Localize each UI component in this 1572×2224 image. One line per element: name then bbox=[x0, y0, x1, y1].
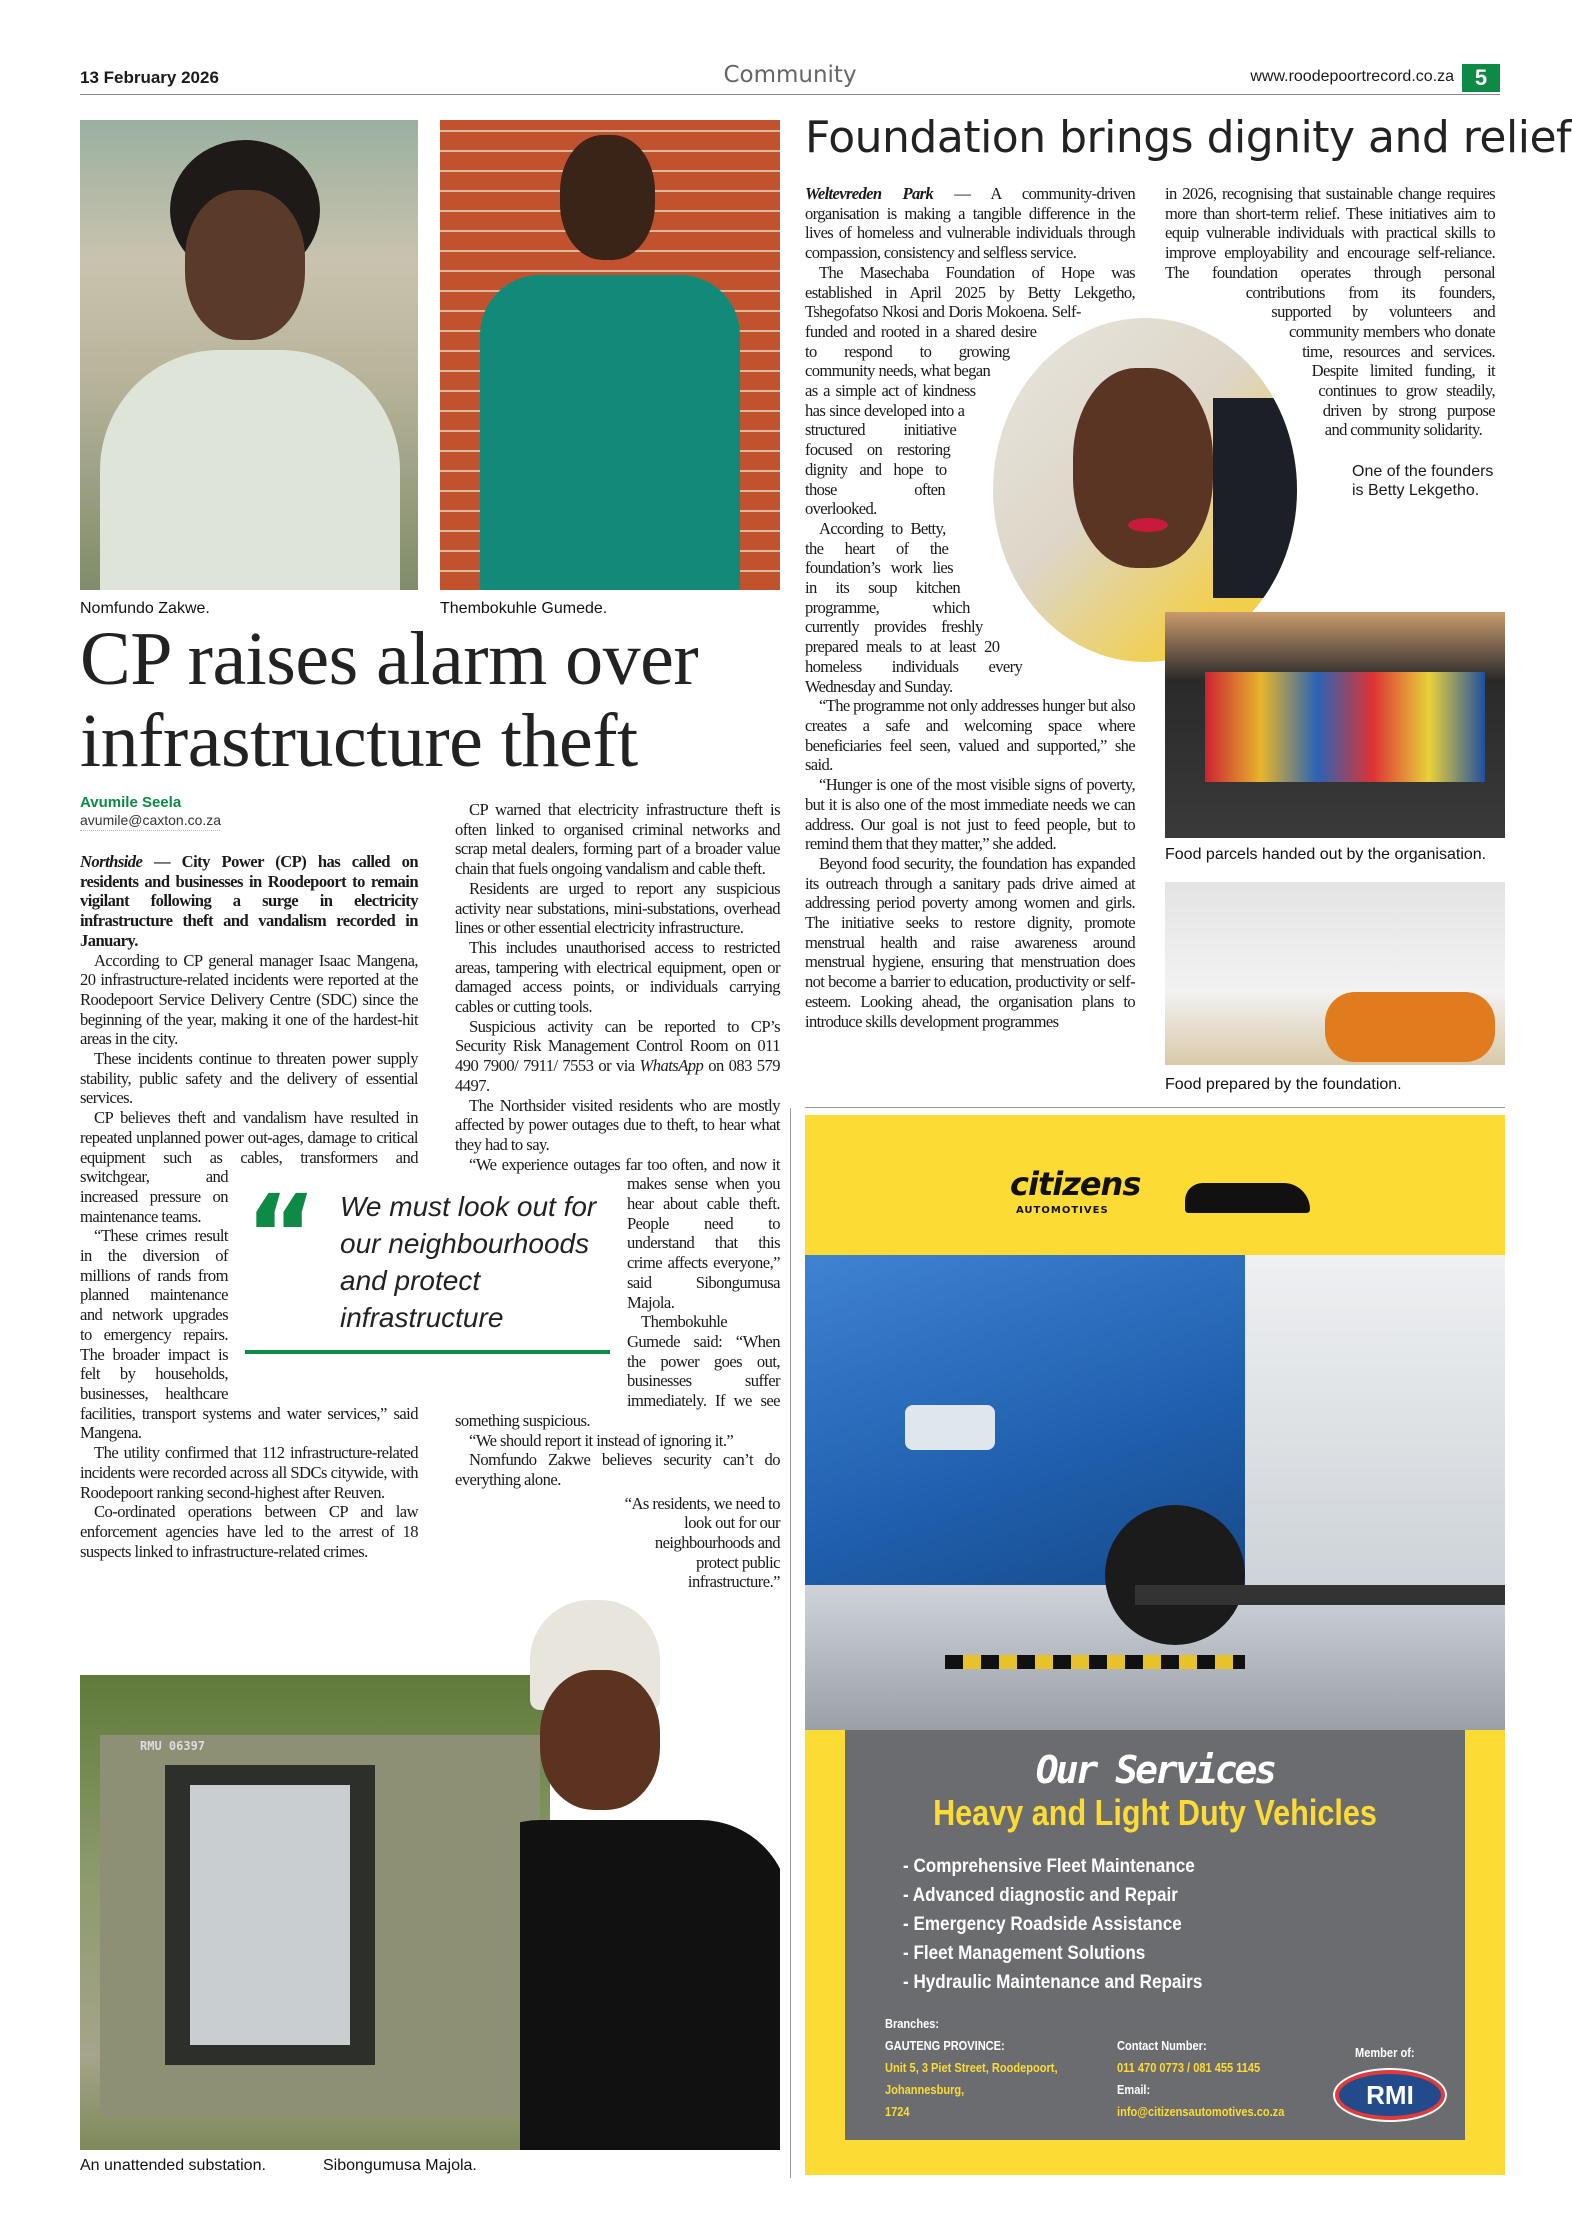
service-item: - Comprehensive Fleet Maintenance bbox=[903, 1856, 1195, 1877]
service-item: - Hydraulic Maintenance and Repairs bbox=[903, 1972, 1203, 1993]
substation-label: RMU 06397 bbox=[140, 1739, 206, 1753]
address-line: 1724 bbox=[885, 2104, 910, 2119]
author-email[interactable]: avumile@caxton.co.za bbox=[80, 812, 222, 828]
brand-subtitle: AUTOMOTIVES bbox=[1016, 1205, 1109, 1216]
paragraph: This includes unauthorised access to restricted areas, tampering with electrical equipment, open or damaged access points, or individuals carrying cables or cutting tools. bbox=[455, 937, 780, 1017]
email-label: Email: bbox=[1117, 2082, 1151, 2097]
brand-logo bbox=[1010, 1155, 1310, 1235]
paragraph: According to CP general manager Isaac Mangena, 20 infrastructure-related incidents were reported at the Roodepoort Service Delivery Centre (SDC) since the beginning of the year, making it one of the hardest-hit areas in the city. bbox=[80, 950, 418, 1049]
service-item: - Advanced diagnostic and Repair bbox=[903, 1885, 1178, 1906]
paragraph: Suspicious activity can be reported to CP’s Security Risk Management Control Room on 011 490 7900/ 7911/ 7553 or via bbox=[455, 1016, 780, 1076]
dateline: Weltevreden Park bbox=[805, 184, 934, 203]
photo-food-parcels bbox=[1165, 612, 1505, 838]
whatsapp-label: WhatsApp bbox=[639, 1056, 704, 1076]
service-item: - Fleet Management Solutions bbox=[903, 1943, 1146, 1964]
paragraph: According to Betty, the heart of the foundation’s work lies in its soup kitchen programme, which currently provides freshly prepared meals to at least 20 homeless individuals every Wednesday and Sunday. bbox=[805, 518, 1023, 696]
article1-col1 bbox=[80, 852, 418, 1561]
paragraph: CP believes theft and vandalism have resulted in repeated unplanned power out- bbox=[80, 1108, 418, 1147]
article1-headline: CP raises alarm over infrastructure theft bbox=[80, 617, 699, 783]
paragraph: Beyond food security, the foundation has expanded its outreach through a sanitary pads drive aimed at addressing period poverty among women and girls. The initiative seeks to restore dignity, promote menstrual health and raise awareness around menstrual hygiene, ensuring that menstruation does not become a barrier to education, productivity or self-esteem. Looking ahead, the organisation plans to introduce skills development programmes bbox=[805, 853, 1135, 1031]
truck-image bbox=[805, 1255, 1505, 1730]
header-rule bbox=[80, 94, 1500, 95]
article1-col2 bbox=[455, 800, 780, 1592]
photo-substation bbox=[80, 1675, 550, 2150]
paragraph: The Northsider visited residents who are bbox=[469, 1095, 732, 1115]
caption-substation: An unattended substation. bbox=[80, 2157, 266, 2174]
province-label: GAUTENG PROVINCE: bbox=[885, 2038, 1005, 2053]
paragraph: These incidents continue to threaten power supply stability, public safety and the delivery of essential services. bbox=[80, 1049, 418, 1108]
author-name: Avumile Seela bbox=[80, 794, 182, 811]
issue-date: 13 February 2026 bbox=[80, 68, 219, 87]
brand-name: citizens bbox=[1010, 1165, 1141, 1203]
paragraph: “These crimes result in the diversion of millions bbox=[80, 1226, 228, 1285]
citizens-automotives-ad[interactable] bbox=[805, 1115, 1505, 2175]
column-divider bbox=[790, 1108, 791, 2178]
paragraph: ages, damage to critical equipment such as cables, transformers and switchgear, and increased pressure on maintenance teams. bbox=[80, 1127, 418, 1226]
page-number: 5 bbox=[1462, 64, 1500, 92]
paragraph: Thembokuhle Gumede said: “When the power goes out, businesses suffer immediately. If we see something suspicious. bbox=[455, 1312, 780, 1430]
website-url[interactable]: www.roodepoortrecord.co.za bbox=[1250, 68, 1454, 85]
quote-mark-icon: “ bbox=[245, 1171, 318, 1299]
contact-phones[interactable]: 011 470 0773 / 081 455 1145 bbox=[1117, 2060, 1261, 2075]
paragraph: Residents are urged to report any suspicious activity near substations, mini-substations, overhead lines or other essential electricity infrastructure. bbox=[455, 878, 780, 938]
photo-sibongumusa-majola bbox=[520, 1600, 780, 2150]
paragraph: of rands from planned maintenance and network upgrades to emergency repairs. The broader impact is felt by households, businesses, healthcare facilities, transport systems and water services,” said Mangena. bbox=[80, 1265, 418, 1443]
service-item: - Emergency Roadside Assistance bbox=[903, 1914, 1182, 1935]
photo-thembokuhle-gumede bbox=[440, 120, 780, 590]
contact-email[interactable]: info@citizensautomotives.co.za bbox=[1117, 2104, 1285, 2119]
paragraph: need to understand that this crime affects everyone,” said Sibongumusa Majola. bbox=[627, 1213, 780, 1312]
photo-food-prepared bbox=[1165, 882, 1505, 1065]
paragraph: The Masechaba Foundation of Hope was established in April 2025 by Betty Lekgetho, Tshegofatso Nkosi and Doris Mokoena. Self-funded and rooted in a shared desire to respond to growing community needs, what began as a simple act of kindness has since developed into a structured initiative focused on restoring dignity and hope to those often overlooked. bbox=[805, 262, 1135, 519]
byline-divider bbox=[80, 830, 220, 833]
photo-nomfundo-zakwe bbox=[80, 120, 418, 590]
services-panel bbox=[845, 1730, 1465, 2140]
paragraph: in 2026, recognising that sustainable change requires more than short-term relief. These initiatives aim to equip vulnerable individuals with practical skills to improve employability and encourage self-reliance. The foundation operates through personal contributions from its founders, supported by volunteers and community members who donate time, resources and services. Despite limited funding, it continues to grow steadily, driven by strong purpose and community solidarity. bbox=[1165, 184, 1495, 440]
pull-quote: We must look out for our neighbourhoods and protect infrastructure bbox=[340, 1191, 597, 1333]
rmi-logo: RMI bbox=[1335, 2070, 1445, 2120]
paragraph: The utility confirmed that 112 infrastructure-related incidents were recorded across all SDCs citywide, with Roodepoort ranking second-highest after Reuven. bbox=[80, 1443, 418, 1502]
caption-food-parcels: Food parcels handed out by the organisation. bbox=[1165, 846, 1487, 863]
paragraph: Co-ordinated operations between CP and law enforcement agencies have led to the arrest of 18 suspects linked to infrastructure-related crimes. bbox=[80, 1502, 418, 1561]
contact-label: Contact Number: bbox=[1117, 2038, 1207, 2053]
caption-thembokuhle: Thembokuhle Gumede. bbox=[440, 600, 608, 617]
article2-col1 bbox=[805, 184, 1135, 1031]
services-subtitle: Heavy and Light Duty Vehicles bbox=[933, 1792, 1377, 1833]
member-label: Member of: bbox=[1355, 2045, 1415, 2060]
paragraph: “We should report it instead of ignoring it.” bbox=[469, 1430, 734, 1450]
paragraph: “Hunger is one of the most visible signs of poverty, but it is also one of the most immediate needs we can address. Our goal is not just to feed people, but to remind them that they matter,” she added. bbox=[805, 775, 1135, 854]
closing-quote: “As residents, we need to look out for our neighbourhoods and protect public infrastructure.” bbox=[624, 1493, 780, 1592]
address-line: Unit 5, 3 Piet Street, Roodepoort, bbox=[885, 2060, 1058, 2075]
lead-paragraph: — City Power (CP) has called on residents and businesses in Roodepoort to remain vigilant following a surge in electricity infrastructure theft and vandalism recorded in January. bbox=[80, 852, 418, 950]
dateline: Northside bbox=[80, 852, 143, 871]
paragraph: mostly affected by power outages due to theft, to hear what they had to say. bbox=[455, 1095, 780, 1154]
paragraph: “We experience outages far too often, and now it makes sense when you hear about cable theft. People bbox=[469, 1154, 780, 1233]
car-icon bbox=[1185, 1183, 1310, 1213]
whatsapp-number: on 083 579 4497. bbox=[455, 1056, 780, 1095]
section-name: Community bbox=[723, 62, 857, 88]
address-line: Johannesburg, bbox=[885, 2082, 965, 2097]
paragraph: Nomfundo Zakwe believes security can’t do everything alone. bbox=[455, 1450, 780, 1489]
article2-col2 bbox=[1165, 184, 1495, 614]
services-list bbox=[903, 1852, 1202, 1997]
caption-food-prepared: Food prepared by the foundation. bbox=[1165, 1076, 1402, 1093]
paragraph: CP warned that electricity infrastructure theft is often linked to organised criminal networks and scrap metal dealers, forming part of a broader value chain that fuels ongoing vandalism and cable theft. bbox=[455, 800, 780, 879]
caption-sibongumusa: Sibongumusa Majola. bbox=[323, 2157, 477, 2174]
section-divider bbox=[805, 1107, 1505, 1108]
paragraph: “The programme not only addresses hunger but also creates a safe and welcoming space where beneficiaries feel seen, valued and supported,” she said. bbox=[805, 696, 1135, 775]
branches-label: Branches: bbox=[885, 2016, 940, 2031]
caption-betty: One of the founders is Betty Lekgetho. bbox=[1352, 463, 1494, 500]
article2-headline: Foundation brings dignity and relief bbox=[805, 112, 1572, 163]
paragraph: — A community-driven organisation is making a tangible difference in the lives of homeless and vulnerable individuals through compassion, consistency and selfless service. bbox=[805, 184, 1135, 263]
services-title: Our Services bbox=[1035, 1748, 1275, 1792]
caption-nomfundo: Nomfundo Zakwe. bbox=[80, 600, 210, 617]
